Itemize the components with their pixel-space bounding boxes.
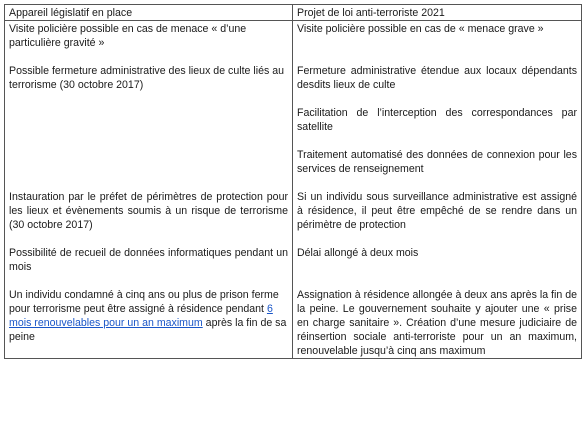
cell-text: Instauration par le préfet de périmètres de protection pour les lieux et évènements soumis à un risque de terrorisme (30 octobre 2017): [9, 191, 288, 231]
table-cell-bill-2021: [293, 21, 582, 359]
table-cell-current-law: [5, 21, 293, 359]
comparison-table: [4, 4, 582, 359]
column-header-bill-2021: Projet de loi anti-terroriste 2021: [293, 5, 582, 21]
cell-text: Facilitation de l’interception des correspondances par satellite: [297, 107, 577, 133]
cell-text: Assignation à résidence allongée à deux ans après la fin de la peine. Le gouvernement souhaite y ajouter une « prise en charge sanitaire ». Création d’une mesure judiciaire de réinsertion sociale anti-terroriste pour un an maximum, renouvelable jusqu’à cinq ans maximum: [297, 289, 577, 357]
cell-text: Si un individu sous surveillance administrative est assigné à résidence, il peut être empêché de se rendre dans un périmètre de protection: [297, 191, 577, 231]
table-row: [5, 21, 582, 359]
table-header-row: [5, 5, 582, 21]
cell-text: Un individu condamné à cinq ans ou plus de prison ferme pour terrorisme peut être assigné à résidence pendant 6 mois renouvelables pour un an maximum après la fin de sa peine: [9, 289, 287, 343]
column-header-current-law: Appareil législatif en place: [5, 5, 293, 21]
cell-text: Délai allongé à deux mois: [297, 247, 419, 259]
document-page: [4, 4, 581, 428]
cell-text: Visite policière possible en cas de « menace grave »: [297, 23, 544, 35]
cell-text: Possible fermeture administrative des lieux de culte liés au terrorisme (30 octobre 2017): [9, 65, 284, 91]
cell-text: Fermeture administrative étendue aux locaux dépendants desdits lieux de culte: [297, 65, 577, 91]
renewal-period-link[interactable]: 6 mois renouvelables pour un an maximum: [9, 303, 273, 329]
cell-text: Visite policière possible en cas de menace « d’une particulière gravité »: [9, 23, 247, 49]
cell-text: Possibilité de recueil de données informatiques pendant un mois: [9, 247, 288, 273]
cell-text: Traitement automatisé des données de connexion pour les services de renseignement: [297, 149, 577, 175]
